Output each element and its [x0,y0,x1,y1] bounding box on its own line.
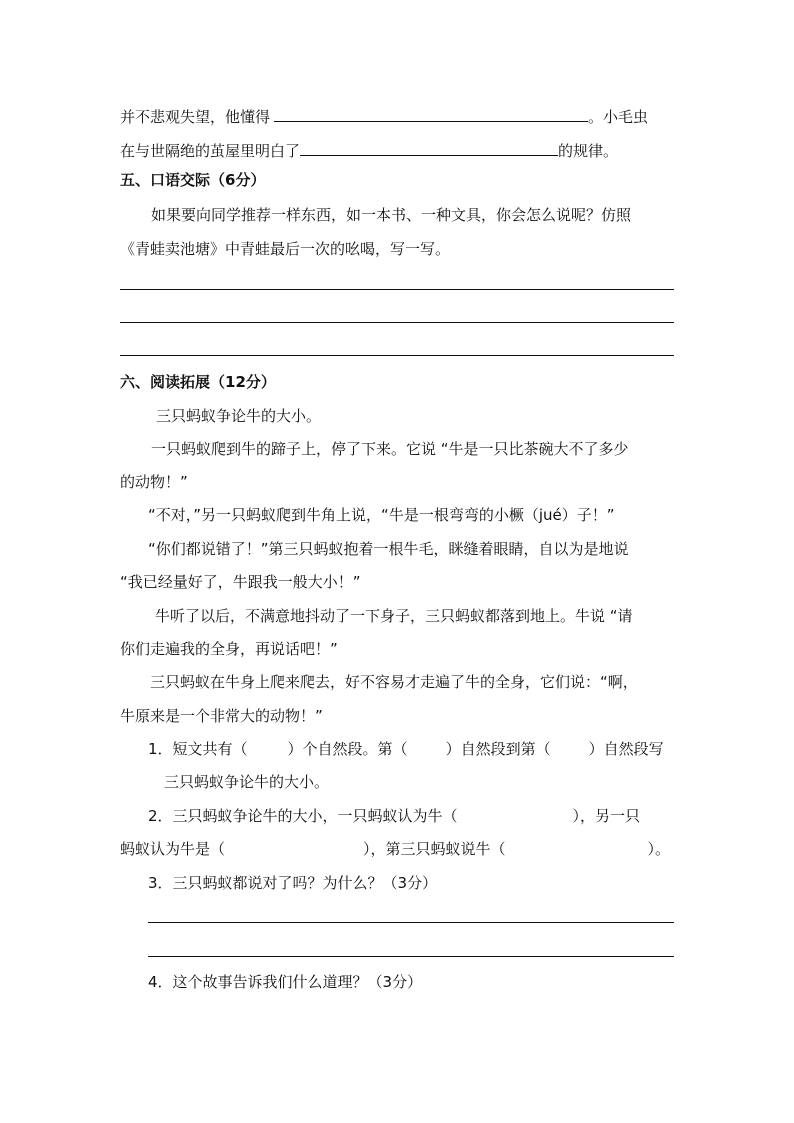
passage-paragraph-5-line1: 牛听了以后，不满意地抖动了一下身子，三只蚂蚁都落到地上。牛说 “请 [155,607,633,625]
q1-text-a: 1．短文共有（ [148,740,248,758]
answer-writing-line[interactable] [120,355,674,356]
line2-text-a: 在与世隔绝的茧屋里明白了 [120,142,301,160]
section5-prompt-line2: 《青蛙卖池塘》中青蛙最后一次的吆喝，写一写。 [120,240,451,258]
passage-paragraph-4-line2: “我已经量好了，牛跟我一般大小！” [120,573,361,591]
passage-paragraph-2-line1: 一只蚂蚁爬到牛的蹄子上，停了下来。它说 “牛是一只比茶碗大不了多少 [151,440,629,458]
question-1-line1 [148,738,664,760]
question-2-line2 [120,838,670,860]
section5-heading: 五、口语交际（6分） [120,171,266,189]
answer-blank[interactable] [300,140,558,156]
question-4: 4．这个故事告诉我们什么道理？（3分） [148,973,423,991]
passage-paragraph-4-line1: “你们都说错了！”第三只蚂蚁抱着一根牛毛，眯缝着眼睛，自以为是地说 [148,540,629,558]
answer-blank[interactable] [274,106,588,122]
line1-text-b: 。小毛虫 [588,108,649,126]
section5-prompt-line1: 如果要向同学推荐一样东西，如一本书、一种文具，你会怎么说呢？仿照 [151,206,632,224]
passage-paragraph-6-line1: 三只蚂蚁在牛身上爬来爬去，好不容易才走遍了牛的全身，它们说：“啊， [150,673,638,691]
fill-in-line-1 [120,106,648,128]
q2-text-d: ），第三只蚂蚁说牛（ [363,840,506,858]
question-3: 3．三只蚂蚁都说对了吗？为什么？（3分） [148,874,438,892]
q2-text-e: ）。 [647,840,671,858]
q2-text-c: 蚂蚁认为牛是（ [120,840,226,858]
fill-in-line-2 [120,140,618,162]
q1-text-b: ）个自然段。第（ [287,740,408,758]
line1-text-a: 并不悲观失望，他懂得 [120,108,271,126]
answer-writing-line[interactable] [120,289,674,290]
answer-writing-line[interactable] [120,322,674,323]
line2-text-b: 的规律。 [558,142,619,160]
passage-paragraph-1: 三只蚂蚁争论牛的大小。 [156,407,322,425]
passage-paragraph-2-line2: 的动物！” [120,473,188,491]
section6-heading: 六、阅读拓展（12分） [120,373,276,391]
question-1-line2: 三只蚂蚁争论牛的大小。 [164,773,330,791]
answer-writing-line[interactable] [148,956,674,957]
passage-paragraph-6-line2: 牛原来是一个非常大的动物！” [120,707,323,725]
passage-paragraph-5-line2: 你们走遍我的全身，再说话吧！” [120,640,338,658]
question-2-line1 [148,805,640,827]
answer-writing-line[interactable] [148,922,674,923]
q1-text-d: ）自然段写 [588,740,664,758]
passage-paragraph-3: “不对，”另一只蚂蚁爬到牛角上说，“牛是一根弯弯的小橛（jué）子！” [148,506,615,524]
q2-text-a: 2．三只蚂蚁争论牛的大小，一只蚂蚁认为牛（ [148,807,458,825]
q2-text-b: ），另一只 [572,807,641,825]
q1-text-c: ）自然段到第（ [445,740,551,758]
